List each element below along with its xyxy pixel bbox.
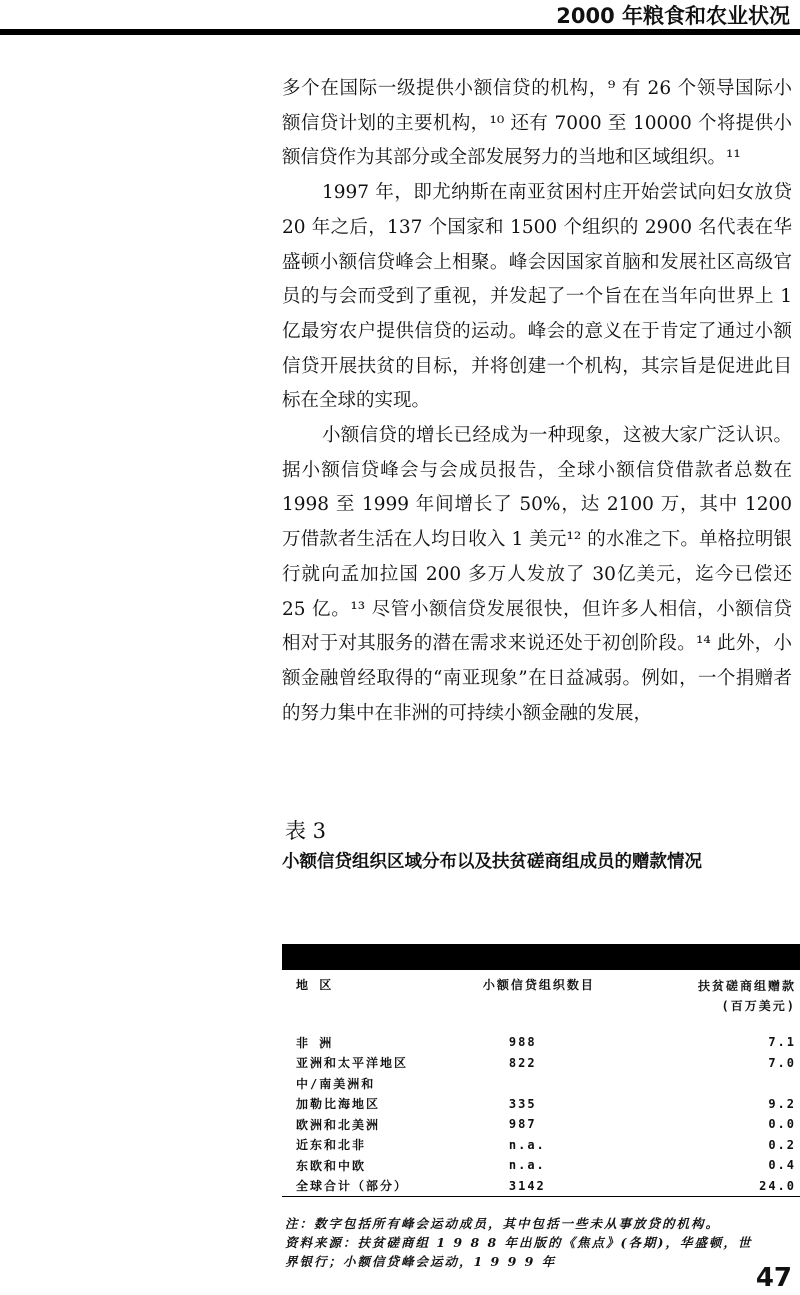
table-row: [282, 1073, 800, 1094]
cell-region: 中/南美洲和: [296, 1076, 376, 1091]
cell-count: 3142: [453, 1176, 645, 1197]
cell-donation: 0.4: [768, 1158, 796, 1173]
data-table: [282, 972, 800, 1197]
cell-region: 非 洲: [296, 1035, 334, 1050]
header-donation-line2: (百万美元): [721, 999, 796, 1013]
body-text: [282, 72, 792, 731]
table-row: [282, 1135, 800, 1156]
paragraph: 1997 年，即尤纳斯在南亚贫困村庄开始尝试向妇女放贷 20 年之后，137 个国家和 1500 个组织的 2900 名代表在华盛顿小额信贷峰会上相聚。峰会因国家首脑和发展社区高级官员的与会而受到了重视，并发起了一个旨在在当年向世界上 1 亿最穷农户提供信贷的运动。峰会的意义在于肯定了通过小额信贷开展扶贫的目标，并将创建一个机构，其宗旨是促进此目标在全球的实现。: [282, 182, 792, 412]
cell-count: n.a.: [508, 1137, 546, 1152]
cell-donation: 7.0: [768, 1055, 796, 1070]
cell-count: 987: [508, 1117, 537, 1132]
table-source-line: 资料来源：扶贫磋商组 1 9 8 8 年出版的《焦点》(各期)，华盛顿，世: [285, 1235, 753, 1250]
cell-count: [453, 1073, 645, 1094]
header-donation: [645, 972, 800, 1016]
table-top-bar: [282, 944, 800, 970]
table-notes: [285, 1214, 800, 1271]
cell-donation: 0.0: [768, 1117, 796, 1132]
table-row: [282, 1094, 800, 1115]
header-count: 小额信贷组织数目: [482, 978, 595, 992]
cell-region: 东欧和中欧: [296, 1158, 367, 1173]
table-row: [282, 1032, 800, 1053]
header-region: 地 区: [296, 978, 334, 992]
total-row: [282, 1176, 800, 1197]
table-row: [282, 1114, 800, 1135]
cell-region: 近东和北非: [296, 1138, 367, 1153]
table-row: [282, 1155, 800, 1176]
table-header-row: [282, 972, 800, 1016]
cell-region: 亚洲和太平洋地区: [296, 1056, 409, 1071]
table-source-line: 界银行；小额信贷峰会运动，1 9 9 9 年: [285, 1254, 557, 1269]
cell-region: 全球合计（部分）: [282, 1176, 453, 1197]
header-rule: [0, 29, 800, 35]
running-head: 2000 年粮食和农业状况: [556, 4, 790, 28]
table-label: 表 3: [285, 819, 327, 843]
cell-count: 822: [508, 1055, 537, 1070]
cell-region: 欧洲和北美洲: [296, 1117, 381, 1132]
table-title: 小额信贷组织区域分布以及扶贫磋商组成员的赠款情况: [282, 852, 702, 872]
cell-donation: 0.2: [768, 1137, 796, 1152]
cell-count: 335: [508, 1096, 537, 1111]
cell-donation: 24.0: [645, 1176, 800, 1197]
page-number: 47: [755, 1263, 792, 1293]
spacer-row: [282, 1016, 800, 1032]
header-donation-line1: 扶贫磋商组赠款: [697, 979, 796, 993]
cell-donation: 7.1: [768, 1035, 796, 1050]
cell-donation: [645, 1073, 800, 1094]
cell-count: n.a.: [508, 1158, 546, 1173]
cell-count: 988: [508, 1035, 537, 1050]
table-note: 注：数字包括所有峰会运动成员，其中包括一些未从事放贷的机构。: [285, 1216, 721, 1231]
table-row: [282, 1053, 800, 1074]
paragraph: 小额信贷的增长已经成为一种现象，这被大家广泛认识。据小额信贷峰会与会成员报告，全球小额信贷借款者总数在 1998 至 1999 年间增长了 50%，达 2100 万，其中 1200 万借款者生活在人均日收入 1 美元¹² 的水准之下。单格拉明银行就向孟加拉国 200 多万人发放了 30亿美元，迄今已偿还 25 亿。¹³ 尽管小额信贷发展很快，但许多人相信，小额信贷相对于对其服务的潜在需求来说还处于初创阶段。¹⁴ 此外，小额金融曾经取得的“南亚现象”在日益减弱。例如，一个捐赠者的努力集中在非洲的可持续小额金融的发展，: [282, 425, 792, 724]
paragraph: 多个在国际一级提供小额信贷的机构，⁹ 有 26 个领导国际小额信贷计划的主要机构，¹⁰ 还有 7000 至 10000 个将提供小额信贷作为其部分或全部发展努力的当地和区域组织。¹¹: [282, 78, 792, 169]
cell-donation: 9.2: [768, 1096, 796, 1111]
cell-region: 加勒比海地区: [296, 1097, 381, 1112]
